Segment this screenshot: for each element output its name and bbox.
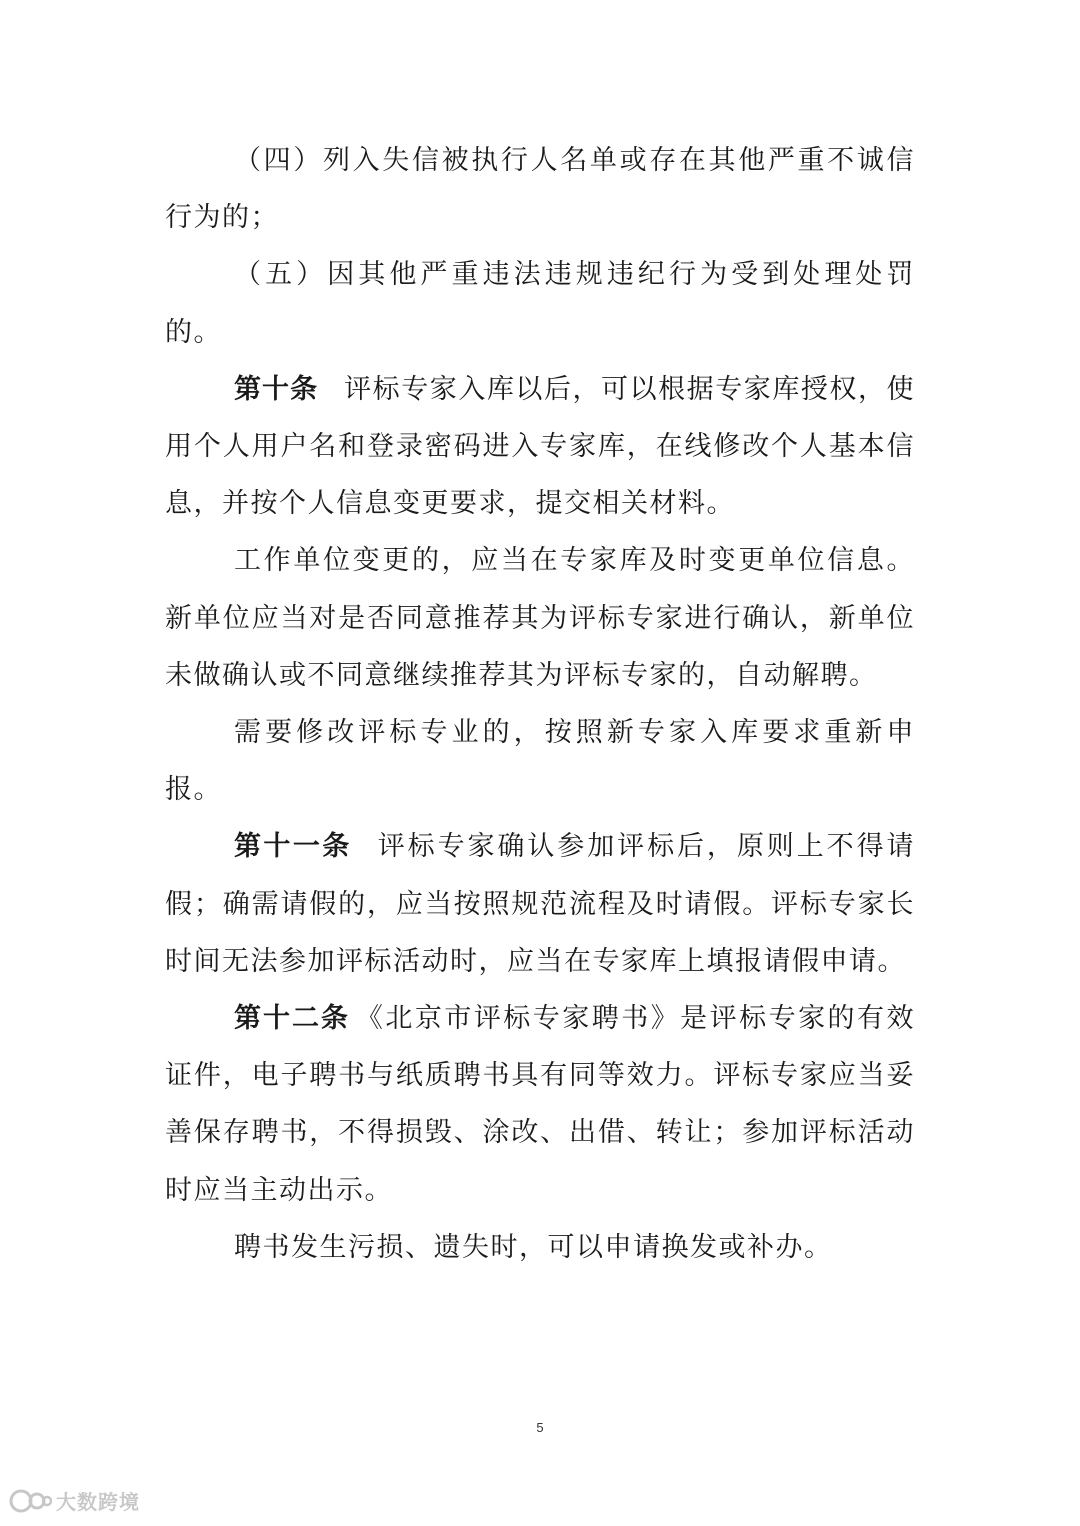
article-paragraph (165, 361, 915, 533)
article-label: 第十条 (234, 373, 319, 405)
paragraph-text: （四）列入失信被执行人名单或存在其他严重不诚信行为的； (165, 145, 915, 234)
watermark-text: 大数跨境 (56, 1490, 140, 1514)
paragraph-text: 评标专家确认参加评标后，原则上不得请假；确需请假的，应当按照规范流程及时请假。评标专家长时间无法参加评标活动时，应当在专家库上填报请假申请。 (165, 831, 916, 977)
article-label: 第十二条 (234, 1003, 350, 1035)
article-paragraph (165, 990, 915, 1219)
paragraph-text: 评标专家入库以后，可以根据专家库授权，使用个人用户名和登录密码进入专家库，在线修改个人基本信息，并按个人信息变更要求，提交相关材料。 (165, 373, 916, 520)
paragraph (165, 704, 915, 818)
brand-logo-icon (8, 1487, 52, 1515)
paragraph-text: （五）因其他严重违法违规违纪行为受到处理处罚的。 (165, 259, 915, 348)
paragraph (165, 246, 915, 360)
paragraph-text: 工作单位变更的，应当在专家库及时变更单位信息。新单位应当对是否同意推荐其为评标专家进行确认，新单位未做确认或不同意继续推荐其为评标专家的，自动解聘。 (165, 545, 915, 691)
watermark (8, 1486, 140, 1515)
page-number: 5 (536, 1420, 544, 1435)
paragraph-text: 聘书发生污损、遗失时，可以申请换发或补办。 (234, 1231, 833, 1263)
paragraph (165, 132, 915, 246)
paragraph-text: 需要修改评标专业的，按照新专家入库要求重新申报。 (165, 717, 915, 806)
article-paragraph (165, 818, 915, 990)
paragraph-text: 《北京市评标专家聘书》是评标专家的有效证件，电子聘书与纸质聘书具有同等效力。评标专家应当妥善保存聘书，不得损毁、涂改、出借、转让；参加评标活动时应当主动出示。 (165, 1003, 916, 1206)
document-body (165, 132, 915, 1276)
article-label: 第十一条 (234, 831, 352, 863)
paragraph (165, 532, 915, 704)
paragraph (165, 1219, 915, 1276)
